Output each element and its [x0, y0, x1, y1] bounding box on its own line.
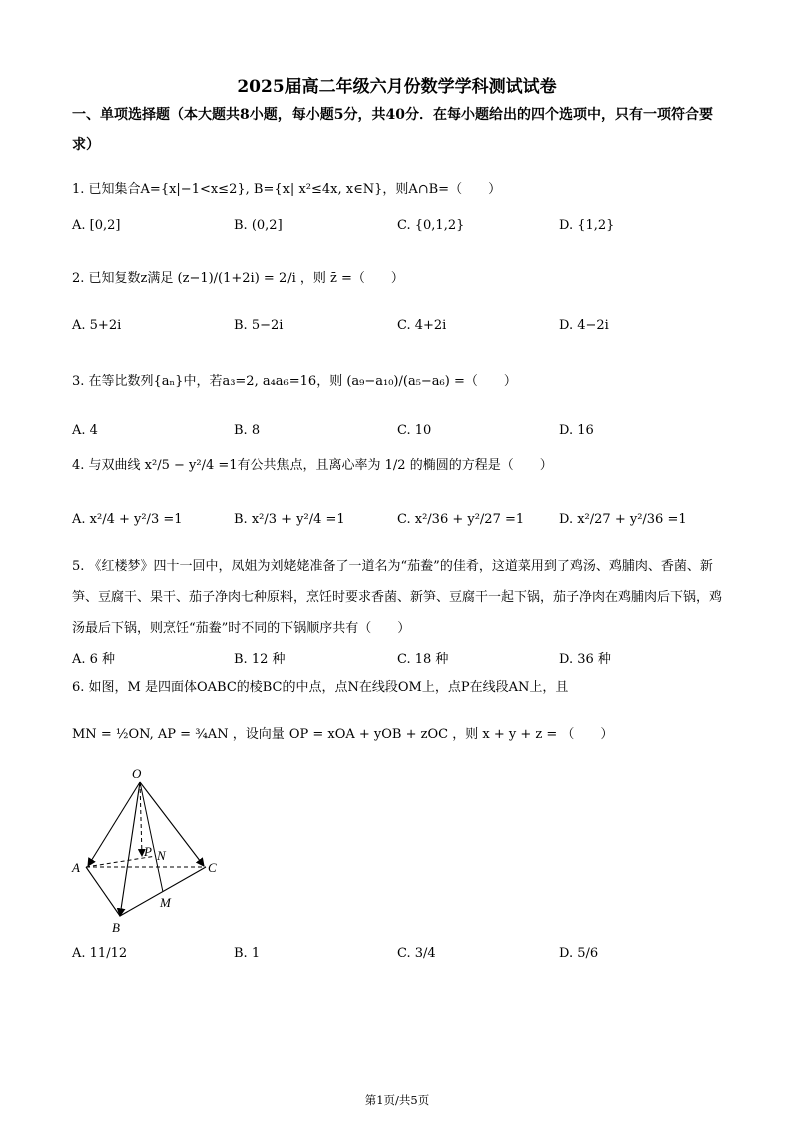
question-2-stem: 2. 已知复数z满足 (z−1)/(1+2i) = 2/i ，则 z̄ =（ ） [72, 271, 404, 286]
edge-ab [86, 867, 120, 916]
question-6-option-d: D. 5/6 [559, 946, 599, 961]
segment-op [140, 782, 142, 856]
question-5-stem: 5. 《红楼梦》四十一回中，凤姐为刘姥姥准备了一道名为“茄鲞”的佳肴，这道菜用到了鸡汤、鸡脯肉、香菌、新笋、豆腐干、果干、茄子净肉七种原料，烹饪时要求香菌、新笋、豆腐干一起下锅，茄子净肉在鸡脯肉后下锅，鸡汤最后下锅，则烹饪“茄鲞”时不同的下锅顺序共有（ ） [72, 559, 723, 636]
segment-om [140, 782, 163, 892]
question-6-option-c: C. 3/4 [397, 946, 436, 961]
question-6-option-b: B. 1 [234, 946, 261, 961]
question-6-option-a: A. 11/12 [72, 946, 128, 961]
question-4-stem: 4. 与双曲线 x²/5 − y²/4 =1有公共焦点，且离心率为 1/2 的椭圆的方程是（ ） [72, 458, 553, 473]
question-4-option-d: D. x²/27 + y²/36 =1 [559, 512, 687, 527]
question-6-stem-line-2: MN = ½ON, AP = ¾AN ，设向量 OP = xOA + yOB + zOC ，则 x + y + z = （ ） [72, 727, 614, 742]
edge-ob [120, 782, 140, 916]
label-n: N [157, 848, 166, 863]
edge-oa [88, 782, 140, 866]
question-4-option-c: C. x²/36 + y²/27 =1 [397, 512, 525, 527]
question-1-option-c: C. {0,1,2} [397, 218, 465, 233]
question-3-option-d: D. 16 [559, 423, 594, 438]
question-4-option-b: B. x²/3 + y²/4 =1 [234, 512, 345, 527]
label-a: A [72, 860, 80, 875]
question-5-option-c: C. 18 种 [397, 652, 449, 667]
label-b: B [112, 920, 120, 935]
page-title: 2025届高二年级六月份数学学科测试试卷 [237, 77, 557, 97]
tetrahedron-figure [68, 764, 228, 936]
question-3-option-a: A. 4 [72, 423, 98, 438]
label-p: P [144, 844, 152, 859]
question-5-option-b: B. 12 种 [234, 652, 286, 667]
page-footer: 第1页/共5页 [364, 1093, 430, 1107]
question-2-option-d: D. 4−2i [559, 318, 609, 333]
section-heading: 一、单项选择题（本大题共8小题，每小题5分，共40分．在每小题给出的四个选项中，只有一项符合要求） [72, 107, 713, 153]
question-2-option-c: C. 4+2i [397, 318, 447, 333]
question-1-option-b: B. (0,2] [234, 218, 283, 233]
question-2-option-b: B. 5−2i [234, 318, 284, 333]
question-1-option-d: D. {1,2} [559, 218, 615, 233]
question-3-stem: 3. 在等比数列{aₙ}中，若a₃=2, a₄a₆=16，则 (a₉−a₁₀)/(a₅−a₆) =（ ） [72, 374, 517, 389]
question-5-option-a: A. 6 种 [72, 652, 116, 667]
question-1-option-a: A. [0,2] [72, 218, 121, 233]
question-5-option-d: D. 36 种 [559, 652, 611, 667]
question-3-option-b: B. 8 [234, 423, 261, 438]
label-m: M [160, 895, 171, 910]
label-o: O [132, 766, 142, 781]
question-2-option-a: A. 5+2i [72, 318, 122, 333]
question-1-stem: 1. 已知集合A={x|−1<x≤2}, B={x| x²≤4x, x∈N}，则A∩B=（ ） [72, 182, 502, 197]
question-6-stem: 6. 如图，M 是四面体OABC的棱BC的中点，点N在线段OM上，点P在线段AN上，且 [72, 680, 569, 695]
question-4-option-a: A. x²/4 + y²/3 =1 [72, 512, 183, 527]
question-3-option-c: C. 10 [397, 423, 432, 438]
label-c: C [208, 860, 217, 875]
